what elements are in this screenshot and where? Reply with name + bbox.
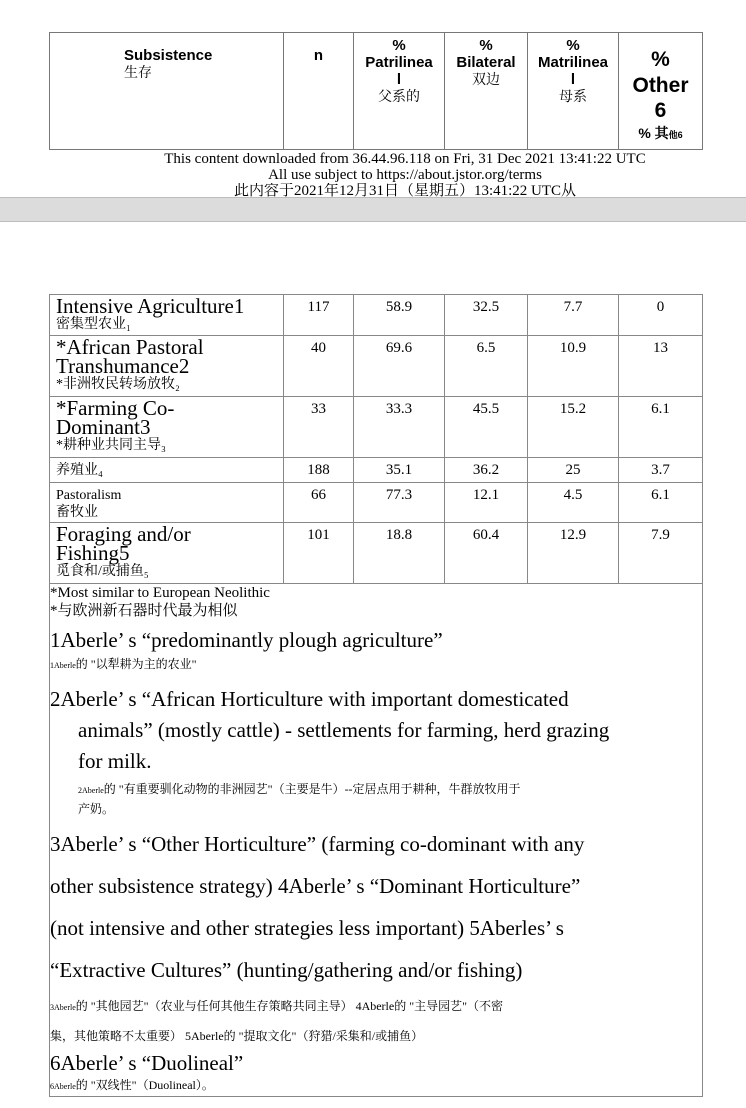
cell-patrilineal: 35.1 bbox=[354, 458, 445, 483]
cell-bilateral: 45.5 bbox=[445, 397, 528, 458]
note-3-en-c: (not intensive and other strategies less important) 5Aberles’ s bbox=[50, 916, 564, 940]
note-3-en-d: “Extractive Cultures” (hunting/gathering and/or fishing) bbox=[50, 958, 523, 982]
header-mat-pct: % bbox=[566, 37, 580, 54]
note-2-en-c: for milk. bbox=[78, 749, 152, 773]
row-label-en: Pastoralism bbox=[56, 488, 122, 503]
header-oth-l1: Other bbox=[632, 74, 689, 97]
cell-patrilineal: 33.3 bbox=[354, 397, 445, 458]
cell-patrilineal: 69.6 bbox=[354, 336, 445, 397]
cell-patrilineal: 58.9 bbox=[354, 295, 445, 336]
cell-n: 117 bbox=[284, 295, 354, 336]
cell-n: 40 bbox=[284, 336, 354, 397]
cell-other: 6.1 bbox=[619, 483, 703, 523]
note-1-zh bbox=[50, 655, 702, 675]
cell-matrilineal: 7.7 bbox=[528, 295, 619, 336]
header-n-label: n bbox=[313, 47, 324, 64]
note-1-zh-text: 的 "以犁耕为主的农业" bbox=[75, 657, 197, 671]
table-row bbox=[50, 397, 703, 458]
cell-matrilineal: 15.2 bbox=[528, 397, 619, 458]
header-pat-pct: % bbox=[392, 37, 406, 54]
cell-matrilineal: 12.9 bbox=[528, 523, 619, 584]
data-table bbox=[49, 294, 703, 1097]
header-subsistence-zh: 生存 bbox=[124, 64, 152, 80]
cell-other: 0 bbox=[619, 295, 703, 336]
cell-other: 13 bbox=[619, 336, 703, 397]
header-oth-zh bbox=[619, 123, 702, 145]
header-oth-zh-b: 他6 bbox=[668, 130, 683, 140]
row-label-en: *Farming Co-Dominant3 bbox=[56, 396, 175, 439]
row-label-en: Intensive Agriculture1 bbox=[56, 294, 245, 318]
header-bil-l1: Bilateral bbox=[456, 54, 516, 71]
table-row bbox=[50, 483, 703, 523]
cell-matrilineal: 10.9 bbox=[528, 336, 619, 397]
header-mat-l1: Matrilinea bbox=[537, 54, 609, 71]
cell-other: 3.7 bbox=[619, 458, 703, 483]
cell-n: 101 bbox=[284, 523, 354, 584]
row-label-zh: *非洲牧民转场放牧₂ bbox=[56, 377, 180, 392]
note-1-en: 1Aberle’ s “predominantly plough agriculture” bbox=[50, 628, 443, 652]
header-patrilineal bbox=[354, 33, 445, 150]
notes-row bbox=[50, 584, 703, 1097]
note-2-zh bbox=[50, 780, 702, 818]
header-pat-l1: Patrilinea bbox=[365, 54, 433, 71]
header-n bbox=[284, 33, 354, 150]
cell-n: 188 bbox=[284, 458, 354, 483]
cell-patrilineal: 77.3 bbox=[354, 483, 445, 523]
header-pat-zh: 父系的 bbox=[378, 88, 420, 104]
cell-bilateral: 60.4 bbox=[445, 523, 528, 584]
note-2-zh-a: 的 "有重要驯化动物的非洲园艺"（主要是牛）--定居点用于耕种，牛群放牧用于 bbox=[103, 782, 521, 796]
table-row bbox=[50, 295, 703, 336]
header-other bbox=[619, 33, 703, 150]
note-2-zh-prefix: 2Aberle bbox=[78, 786, 104, 795]
header-bil-zh: 双边 bbox=[472, 71, 500, 87]
header-mat-zh: 母系 bbox=[559, 88, 587, 104]
header-bilateral bbox=[445, 33, 528, 150]
header-subsistence-en: Subsistence bbox=[124, 47, 213, 64]
row-label-zh: 畜牧业 bbox=[56, 505, 98, 520]
download-note-line2: All use subject to https://about.jstor.org/terms bbox=[268, 167, 542, 183]
row-label-en: *African Pastoral Transhumance2 bbox=[56, 335, 204, 378]
note-6-zh bbox=[50, 1076, 702, 1096]
download-note-line3: 此内容于2021年12月31日（星期五）13:41:22 UTC从 bbox=[233, 183, 577, 197]
note-6-en: 6Aberle’ s “Duolineal” bbox=[50, 1051, 244, 1075]
row-label-en: Foraging and/or Fishing5 bbox=[56, 522, 191, 565]
header-mat-l2: l bbox=[570, 71, 576, 88]
cell-bilateral: 36.2 bbox=[445, 458, 528, 483]
cell-bilateral: 32.5 bbox=[445, 295, 528, 336]
header-oth-pct: % bbox=[651, 48, 670, 71]
header-bil-pct: % bbox=[479, 37, 493, 54]
note-2-en-a: 2Aberle’ s “African Horticulture with important domesticated bbox=[50, 687, 569, 711]
cell-patrilineal: 18.8 bbox=[354, 523, 445, 584]
cell-other: 7.9 bbox=[619, 523, 703, 584]
header-oth-zh-a: % 其 bbox=[638, 125, 669, 141]
note-star-zh: *与欧洲新石器时代最为相似 bbox=[50, 603, 238, 619]
download-note-line1: This content downloaded from 36.44.96.118 on Fri, 31 Dec 2021 13:41:22 UTC bbox=[164, 151, 646, 167]
cell-bilateral: 12.1 bbox=[445, 483, 528, 523]
table-row bbox=[50, 458, 703, 483]
header-oth-l2: 6 bbox=[654, 99, 667, 122]
note-3-en-a: 3Aberle’ s “Other Horticulture” (farming co-dominant with any bbox=[50, 832, 585, 856]
cell-matrilineal: 25 bbox=[528, 458, 619, 483]
notes-cell bbox=[50, 584, 703, 1097]
note-3-zh-b: 集，其他策略不太重要） 5Aberle的 "提取文化"（狩猎/采集和/或捕鱼） bbox=[50, 1029, 424, 1043]
header-matrilineal bbox=[528, 33, 619, 150]
table-row bbox=[50, 523, 703, 584]
cell-n: 66 bbox=[284, 483, 354, 523]
row-label-zh: 密集型农业₁ bbox=[56, 317, 131, 332]
note-3-en-b: other subsistence strategy) 4Aberle’ s “Dominant Horticulture” bbox=[50, 874, 581, 898]
row-label-zh: *耕种业共同主导₃ bbox=[56, 438, 166, 453]
page-separator bbox=[0, 197, 746, 222]
header-pat-l2: l bbox=[396, 71, 402, 88]
header-subsistence bbox=[50, 33, 284, 150]
header-table bbox=[49, 32, 703, 150]
note-2-zh-b: 产奶。 bbox=[78, 802, 115, 816]
cell-other: 6.1 bbox=[619, 397, 703, 458]
note-6-zh-prefix: 6Aberle bbox=[50, 1082, 76, 1091]
note-star-en: *Most similar to European Neolithic bbox=[50, 585, 270, 601]
table-row bbox=[50, 336, 703, 397]
cell-n: 33 bbox=[284, 397, 354, 458]
cell-bilateral: 6.5 bbox=[445, 336, 528, 397]
note-3-zh-a: 的 "其他园艺"（农业与任何其他生存策略共同主导） 4Aberle的 "主导园艺"（不密 bbox=[75, 999, 504, 1013]
note-3-zh-prefix: 3Aberle bbox=[50, 1003, 76, 1012]
note-1-zh-prefix: 1Aberle bbox=[50, 661, 76, 670]
row-label-zh: 养殖业₄ bbox=[56, 463, 103, 478]
note-2-en-b: animals” (mostly cattle) - settlements for farming, herd grazing bbox=[78, 718, 610, 742]
cell-matrilineal: 4.5 bbox=[528, 483, 619, 523]
row-label-zh: 觅食和/或捕鱼₅ bbox=[56, 564, 149, 579]
note-3-zh bbox=[50, 992, 702, 1050]
note-6-zh-text: 的 "双线性"（Duolineal）。 bbox=[75, 1078, 214, 1092]
